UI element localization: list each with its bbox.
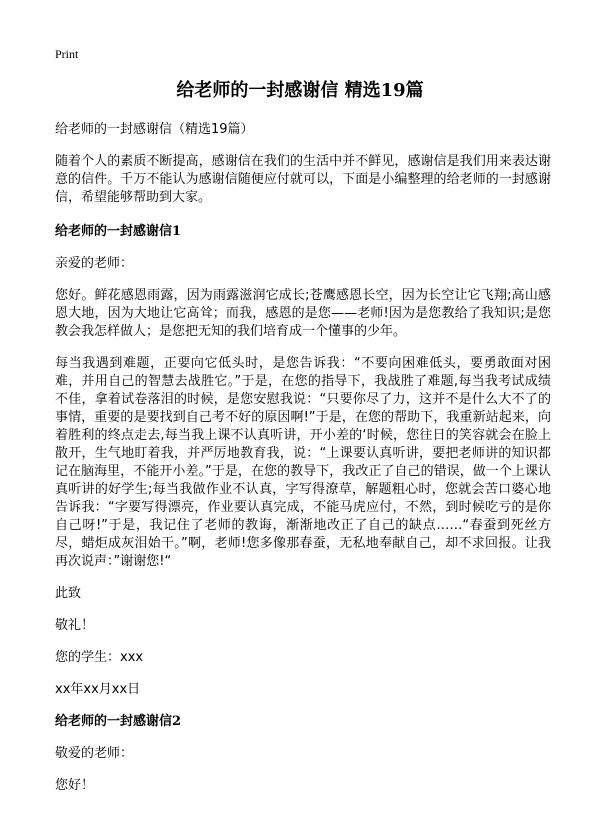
letter-2-paragraph-1: 您好！ [55,778,95,793]
document-title: 给老师的一封感谢信 精选19篇 [176,80,424,101]
letter-1-date: xx年xx月xx日 [55,682,141,697]
letter-1-greeting: 亲爱的老师： [55,256,134,271]
letter-1-signature: 您的学生：xxx [55,650,144,665]
letter-1-closing-2: 敬礼！ [55,618,95,633]
document-subtitle: 给老师的一封感谢信（精选19篇） [55,122,254,137]
letter-1-closing-1: 此致 [55,586,82,601]
intro-paragraph: 随着个人的素质不断提高，感谢信在我们的生活中并不鲜见，感谢信是我们用来表达谢意的信件。千万不能认为感谢信随便应付就可以，下面是小编整理的给老师的一封感谢信，希望能够帮助到大家。 [55,154,551,205]
document-body [55,121,551,795]
letter-1-paragraph-2: 每当我遇到难题，正要向它低头时，是您告诉我：“不要向困难低头，要勇敢面对困难，并用自己的智慧去战胜它。”于是，在您的指导下，我战胜了难题,每当我考试成绩不佳，拿着试卷落泪的时候，是您安慰我说：“只要你尽了力，这并不是什么大不了的事情，重要的是要找到自己考不好的原因啊!”于是，在您的帮助下，我重新站起来，向着胜利的终点走去,每当我上课不认真听讲，开小差的‘时候，您往日的笑容就会在脸上散开，生气地盯着我，并严厉地教育我，说：“上课要认真听讲，要把老师讲的知识都记在脑海里，不能开小差。”于是，在您的教导下，我改正了自己的错误，做一个上课认真听讲的好学生;每当我做作业不认真，字写得潦草，解题粗心时，您就会苦口婆心地告诉我：“字要写得漂亮，作业要认真完成，不能马虎应付，不然，到时候吃亏的是你自己呀!”于是，我记住了老师的教诲，渐渐地改正了自己的缺点……“春蚕到死丝方尽，蜡炬成灰泪始干。”啊，老师!您多像那春蚕，无私地奉献自己，却不求回报。让我再次说声：”谢谢您!“ [55,356,551,569]
letter-2-heading: 给老师的一封感谢信2 [55,714,182,729]
letter-2-greeting: 敬爱的老师： [55,746,134,761]
letter-1-paragraph-1: 您好。鲜花感恩雨露，因为雨露滋润它成长;苍鹰感恩长空，因为长空让它飞翔;高山感恩大地，因为大地让它高耸；而我，感恩的是您——老师!因为是您教给了我知识;是您教会我怎样做人；是您把无知的我们培育成一个懂事的少年。 [55,288,551,339]
letter-1-heading: 给老师的一封感谢信1 [55,224,182,239]
print-label: Print [55,47,79,61]
